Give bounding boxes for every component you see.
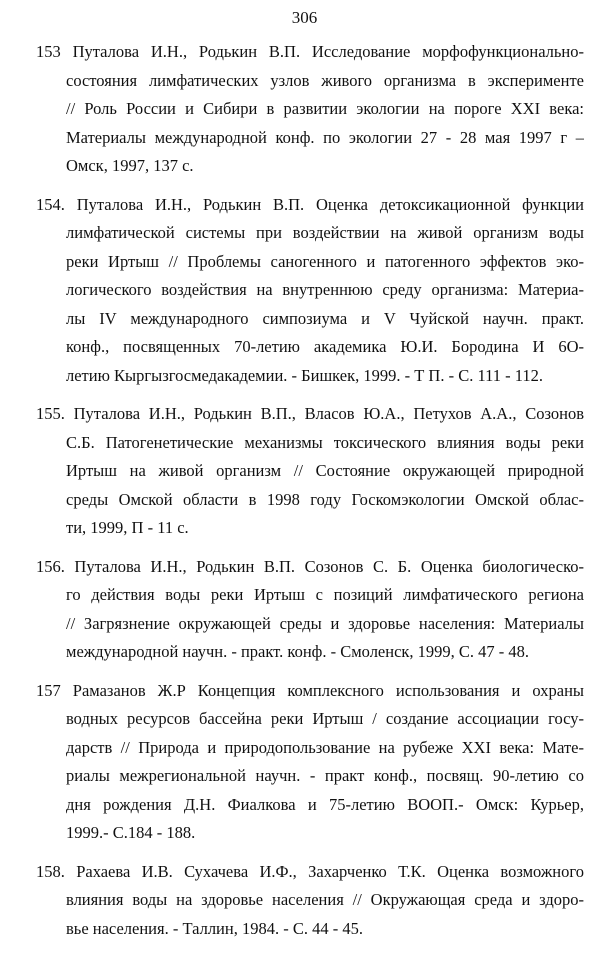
reference-line: влияния воды на здоровье населения // Окружающая среда и здоро- — [66, 890, 584, 909]
reference-line: лимфатической системы при воздействии на живой организм воды — [66, 223, 584, 242]
reference-line: вье населения. - Таллин, 1984. - С. 44 - 45. — [66, 918, 363, 938]
reference-line: дня рождения Д.Н. Фиалкова и 75-летию ВООП.- Омск: Курьер, — [66, 794, 584, 814]
reference-line: ти, 1999, П - 11 с. — [66, 518, 189, 537]
reference-line: 157 Рамазанов Ж.Р Концепция комплексного использования и охраны — [36, 680, 584, 700]
reference-item — [36, 858, 584, 944]
reference-line: логического воздействия на внутреннюю среду организма: Материа- — [66, 280, 584, 299]
reference-line: 156. Путалова И.Н., Родькин В.П. Созонов С. Б. Оценка биологическо- — [36, 556, 584, 576]
reference-item — [36, 677, 584, 848]
reference-line: лы IV международного симпозиума и V Чуйской научн. практ. — [66, 308, 584, 328]
reference-line: 154. Путалова И.Н., Родькин В.П. Оценка детоксикационной функции — [36, 194, 584, 214]
reference-item — [36, 553, 584, 667]
reference-line: 153 Путалова И.Н., Родькин В.П. Исследование морфофункционально- — [36, 42, 584, 61]
reference-line: 1999.- С.184 - 188. — [66, 823, 196, 842]
reference-line: состояния лимфатических узлов живого организма в эксперименте — [66, 70, 584, 90]
reference-item — [36, 38, 584, 181]
reference-line: Омск, 1997, 137 с. — [66, 156, 194, 175]
reference-line: риалы межрегиональной научн. - практ конф., посвящ. 90-летию со — [66, 766, 584, 785]
reference-line: конф., посвященных 70-летию академика Ю.И. Бородина И 6О- — [66, 337, 584, 356]
reference-line: среды Омской области в 1998 году Госкомэкологии Омской облас- — [66, 489, 584, 509]
reference-line: Иртыш на живой организм // Состояние окружающей природной — [66, 461, 584, 480]
reference-item — [36, 400, 584, 543]
reference-line: водных ресурсов бассейна реки Иртыш / создание ассоциации госу- — [66, 709, 584, 728]
reference-line: 158. Рахаева И.В. Сухачева И.Ф., Захарченко Т.К. Оценка возможного — [36, 861, 584, 881]
reference-line: // Загрязнение окружающей среды и здоровье населения: Материалы — [66, 613, 584, 633]
reference-line: 155. Путалова И.Н., Родькин В.П., Власов Ю.А., Петухов А.А., Созонов — [36, 404, 584, 423]
reference-line: // Роль России и Сибири в развитии экологии на пороге XXI века: — [66, 99, 584, 118]
reference-line: С.Б. Патогенетические механизмы токсического влияния воды реки — [66, 432, 584, 452]
page-number: 306 — [291, 8, 318, 27]
reference-item — [36, 191, 584, 391]
reference-line: го действия воды реки Иртыш с позиций лимфатического региона — [66, 585, 584, 604]
reference-line: реки Иртыш // Проблемы саногенного и патогенного эффектов эко- — [66, 251, 584, 271]
reference-line: Материалы международной конф. по экологии 27 - 28 мая 1997 г – — [66, 127, 584, 147]
reference-line: летию Кыргызгосмедакадемии. - Бишкек, 1999. - Т П. - С. 111 - 112. — [66, 365, 544, 385]
reference-line: международной научн. - практ. конф. - Смоленск, 1999, С. 47 - 48. — [66, 642, 530, 661]
reference-line: дарств // Природа и природопользование на рубеже XXI века: Мате- — [66, 737, 584, 757]
reference-list — [36, 38, 584, 953]
